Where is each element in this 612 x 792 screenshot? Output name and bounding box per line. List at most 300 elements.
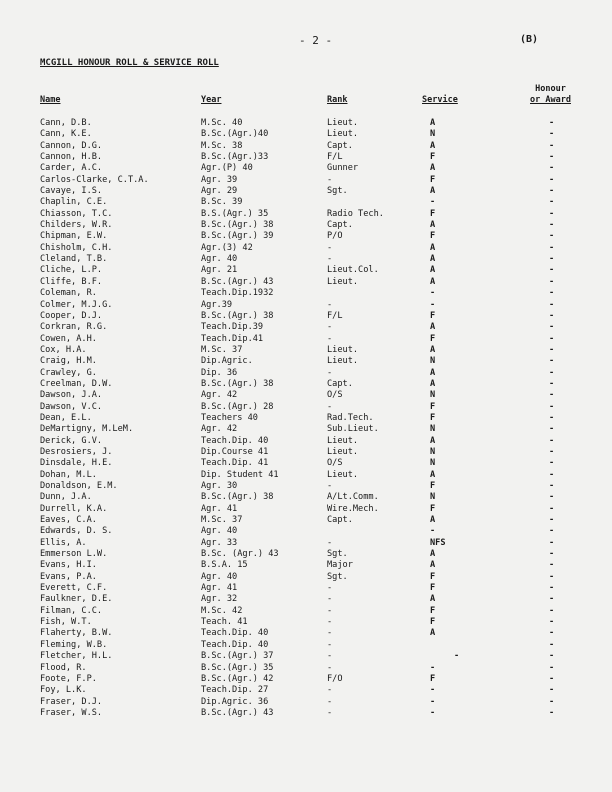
- year-cell: B.Sc.(Agr.) 38: [201, 492, 274, 503]
- honour-cell: -: [549, 129, 555, 140]
- year-cell: B.Sc.(Agr.)33: [201, 152, 269, 163]
- name-cell: Edwards, D. S.: [40, 526, 113, 537]
- table-row: [0, 640, 612, 651]
- service-cell: F: [430, 231, 436, 242]
- honour-cell: -: [549, 707, 555, 718]
- table-row: [0, 288, 612, 299]
- honour-cell: -: [549, 662, 555, 673]
- honour-cell: -: [549, 367, 555, 378]
- table-row: [0, 447, 612, 458]
- honour-cell: -: [549, 118, 555, 128]
- rank-cell: Sgt.: [327, 571, 348, 582]
- honour-cell: -: [549, 515, 555, 526]
- service-cell: A: [430, 186, 436, 197]
- year-cell: Agr. 29: [201, 186, 238, 197]
- name-cell: Cleland, T.B.: [40, 254, 108, 265]
- year-cell: M.Sc. 37: [201, 515, 243, 526]
- service-cell: -: [430, 696, 436, 707]
- service-cell: F: [430, 571, 436, 582]
- table-row: [0, 515, 612, 526]
- table-row: [0, 254, 612, 265]
- page-code: (B): [520, 34, 539, 45]
- name-cell: Dunn, J.A.: [40, 492, 92, 503]
- service-cell: A: [430, 276, 436, 287]
- rank-cell: -: [327, 651, 333, 662]
- name-cell: Foy, L.K.: [40, 685, 87, 696]
- honour-cell: -: [549, 322, 555, 333]
- year-cell: Teach.Dip.39: [201, 322, 264, 333]
- table-row: [0, 379, 612, 390]
- rank-cell: -: [327, 254, 333, 265]
- table-row: [0, 458, 612, 469]
- honour-cell: -: [549, 526, 555, 537]
- table-row: [0, 549, 612, 560]
- year-cell: Agr. 40: [201, 254, 238, 265]
- rank-cell: -: [327, 242, 333, 253]
- name-cell: Cannon, H.B.: [40, 152, 103, 163]
- name-cell: Cann, K.E.: [40, 129, 92, 140]
- rank-cell: -: [327, 617, 333, 628]
- table-row: [0, 538, 612, 549]
- honour-cell: -: [549, 639, 555, 650]
- name-cell: Childers, W.R.: [40, 220, 113, 231]
- rank-cell: Capt.: [327, 378, 353, 389]
- name-cell: Fraser, D.J.: [40, 696, 103, 707]
- rank-cell: Gunner: [327, 163, 359, 174]
- service-cell: A: [430, 628, 436, 639]
- table-row: [0, 436, 612, 447]
- service-cell: -: [430, 288, 436, 299]
- service-cell: F: [430, 310, 436, 321]
- name-cell: Cavaye, I.S.: [40, 186, 103, 197]
- table-row: [0, 628, 612, 639]
- year-cell: Teach.Dip. 40: [201, 435, 269, 446]
- rank-cell: Major: [327, 560, 353, 571]
- year-cell: Agr. 32: [201, 594, 238, 605]
- rank-cell: Lieut.Col.: [327, 265, 379, 276]
- honour-cell: -: [549, 174, 555, 185]
- name-cell: Carlos-Clarke, C.T.A.: [40, 174, 149, 185]
- rank-cell: F/L: [327, 310, 343, 321]
- service-cell: A: [430, 254, 436, 265]
- table-row: [0, 413, 612, 424]
- table-row: [0, 311, 612, 322]
- year-cell: B.Sc.(Agr.) 43: [201, 707, 274, 718]
- honour-cell: -: [549, 310, 555, 321]
- service-cell: A: [430, 344, 436, 355]
- year-cell: B.Sc.(Agr.) 43: [201, 276, 274, 287]
- service-cell: -: [430, 685, 436, 696]
- rank-cell: Radio Tech.: [327, 208, 384, 219]
- year-cell: Dip. 36: [201, 367, 238, 378]
- service-cell: A: [430, 367, 436, 378]
- year-cell: Agr. 39: [201, 174, 238, 185]
- year-cell: B.Sc.(Agr.) 38: [201, 378, 274, 389]
- year-cell: B.Sc.(Agr.) 39: [201, 231, 274, 242]
- name-cell: Flood, R.: [40, 662, 87, 673]
- table-row: [0, 265, 612, 276]
- honour-cell: -: [549, 549, 555, 560]
- year-cell: Agr. 40: [201, 571, 238, 582]
- name-cell: Cannon, D.G.: [40, 140, 103, 151]
- honour-cell: -: [549, 424, 555, 435]
- honour-cell: -: [549, 696, 555, 707]
- rank-cell: -: [327, 481, 333, 491]
- year-cell: Agr. 33: [201, 537, 238, 548]
- rank-cell: A/Lt.Comm.: [327, 492, 379, 503]
- service-cell: -: [430, 662, 436, 673]
- rank-cell: O/S: [327, 390, 343, 401]
- service-cell: F: [430, 605, 436, 616]
- year-cell: B.Sc.(Agr.)40: [201, 129, 269, 140]
- table-row: [0, 300, 612, 311]
- service-cell: -: [430, 299, 436, 310]
- name-cell: Dean, E.L.: [40, 412, 92, 423]
- honour-cell: -: [549, 685, 555, 696]
- table-row: [0, 663, 612, 674]
- name-cell: Evans, H.I.: [40, 560, 97, 571]
- name-cell: Cowen, A.H.: [40, 333, 97, 344]
- name-cell: Cliche, L.P.: [40, 265, 103, 276]
- rank-cell: Lieut.: [327, 344, 359, 355]
- honour-cell: -: [549, 412, 555, 423]
- honour-cell: -: [549, 333, 555, 344]
- rank-cell: -: [327, 299, 333, 310]
- table-row: [0, 481, 612, 492]
- name-cell: Dinsdale, H.E.: [40, 458, 113, 469]
- rank-cell: -: [327, 583, 333, 594]
- service-cell: A: [430, 549, 436, 560]
- table-row: [0, 118, 612, 129]
- service-cell: A: [430, 515, 436, 526]
- table-row: [0, 470, 612, 481]
- rank-cell: O/S: [327, 458, 343, 469]
- service-cell: F: [430, 617, 436, 628]
- honour-cell: -: [549, 401, 555, 412]
- rank-cell: Lieut.: [327, 118, 359, 128]
- service-cell: N: [430, 356, 436, 367]
- page-number: - 2 -: [299, 34, 333, 47]
- year-cell: B.Sc.(Agr.) 37: [201, 651, 274, 662]
- name-cell: Cliffe, B.F.: [40, 276, 103, 287]
- header-year: Year: [201, 95, 222, 105]
- rank-cell: P/O: [327, 231, 343, 242]
- service-cell: A: [430, 322, 436, 333]
- year-cell: B.S.(Agr.) 35: [201, 208, 269, 219]
- service-cell: F: [430, 481, 436, 491]
- service-cell: F: [430, 673, 436, 684]
- name-cell: Chiasson, T.C.: [40, 208, 113, 219]
- rank-cell: -: [327, 685, 333, 696]
- name-cell: Flaherty, B.W.: [40, 628, 113, 639]
- year-cell: Teach.Dip. 40: [201, 639, 269, 650]
- honour-cell: -: [549, 152, 555, 163]
- name-cell: Ellis, A.: [40, 537, 87, 548]
- name-cell: Fleming, W.B.: [40, 639, 108, 650]
- name-cell: Dawson, V.C.: [40, 401, 103, 412]
- rank-cell: Lieut.: [327, 356, 359, 367]
- table-row: [0, 583, 612, 594]
- rank-cell: -: [327, 537, 333, 548]
- table-row: [0, 356, 612, 367]
- honour-cell: -: [549, 163, 555, 174]
- year-cell: Agr. 41: [201, 503, 238, 514]
- honour-cell: -: [549, 254, 555, 265]
- year-cell: Teach.Dip. 41: [201, 458, 269, 469]
- table-row: [0, 492, 612, 503]
- service-cell: F: [430, 401, 436, 412]
- honour-cell: -: [549, 378, 555, 389]
- rank-cell: Rad.Tech.: [327, 412, 374, 423]
- rank-cell: -: [327, 696, 333, 707]
- table-row: [0, 141, 612, 152]
- table-row: [0, 424, 612, 435]
- header-name: Name: [40, 95, 61, 105]
- name-cell: Donaldson, E.M.: [40, 481, 118, 491]
- header-rank: Rank: [327, 95, 348, 105]
- service-cell: N: [430, 458, 436, 469]
- table-row: [0, 526, 612, 537]
- rank-cell: F/O: [327, 673, 343, 684]
- year-cell: Teach.Dip.1932: [201, 288, 274, 299]
- year-cell: Teach. 41: [201, 617, 248, 628]
- honour-cell: -: [549, 299, 555, 310]
- name-cell: Derick, G.V.: [40, 435, 103, 446]
- honour-cell: -: [549, 140, 555, 151]
- name-cell: Cox, H.A.: [40, 344, 87, 355]
- service-cell: -: [430, 707, 436, 718]
- table-row: [0, 186, 612, 197]
- name-cell: Fish, W.T.: [40, 617, 92, 628]
- service-cell: A: [430, 220, 436, 231]
- name-cell: Filman, C.C.: [40, 605, 103, 616]
- table-row: [0, 390, 612, 401]
- name-cell: Cann, D.B.: [40, 118, 92, 128]
- table-row: [0, 697, 612, 708]
- table-row: [0, 572, 612, 583]
- service-extra-cell: -: [454, 651, 460, 662]
- honour-cell: -: [549, 492, 555, 503]
- header-honour: Honour or Award: [530, 84, 571, 105]
- rank-cell: -: [327, 367, 333, 378]
- name-cell: Carder, A.C.: [40, 163, 103, 174]
- service-cell: N: [430, 446, 436, 457]
- honour-cell: -: [549, 344, 555, 355]
- roll-table: [0, 118, 612, 719]
- name-cell: Chaplin, C.E.: [40, 197, 108, 208]
- year-cell: B.S.A. 15: [201, 560, 248, 571]
- table-row: [0, 322, 612, 333]
- year-cell: B.Sc.(Agr.) 38: [201, 310, 274, 321]
- service-cell: -: [430, 197, 436, 208]
- service-cell: -: [430, 526, 436, 537]
- service-cell: F: [430, 208, 436, 219]
- honour-cell: -: [549, 220, 555, 231]
- honour-cell: -: [549, 628, 555, 639]
- rank-cell: Sgt.: [327, 549, 348, 560]
- rank-cell: -: [327, 174, 333, 185]
- name-cell: Coleman, R.: [40, 288, 97, 299]
- service-cell: F: [430, 412, 436, 423]
- service-cell: A: [430, 242, 436, 253]
- name-cell: Corkran, R.G.: [40, 322, 108, 333]
- rank-cell: -: [327, 605, 333, 616]
- year-cell: B.Sc.(Agr.) 38: [201, 220, 274, 231]
- service-cell: A: [430, 118, 436, 128]
- honour-cell: -: [549, 356, 555, 367]
- honour-cell: -: [549, 208, 555, 219]
- honour-cell: -: [549, 583, 555, 594]
- name-cell: Emmerson L.W.: [40, 549, 108, 560]
- table-row: [0, 209, 612, 220]
- honour-cell: -: [549, 503, 555, 514]
- name-cell: Faulkner, D.E.: [40, 594, 113, 605]
- rank-cell: -: [327, 639, 333, 650]
- service-cell: A: [430, 378, 436, 389]
- year-cell: Agr. 30: [201, 481, 238, 491]
- honour-cell: -: [549, 242, 555, 253]
- rank-cell: -: [327, 322, 333, 333]
- honour-cell: -: [549, 276, 555, 287]
- honour-cell: -: [549, 571, 555, 582]
- year-cell: Agr.(P) 40: [201, 163, 253, 174]
- document-title: MCGILL HONOUR ROLL & SERVICE ROLL: [40, 58, 219, 68]
- honour-cell: -: [549, 605, 555, 616]
- service-cell: A: [430, 594, 436, 605]
- rank-cell: -: [327, 707, 333, 718]
- honour-cell: -: [549, 560, 555, 571]
- rank-cell: -: [327, 628, 333, 639]
- name-cell: Foote, F.P.: [40, 673, 97, 684]
- honour-cell: -: [549, 481, 555, 491]
- year-cell: Dip.Agric. 36: [201, 696, 269, 707]
- rank-cell: Sub.Lieut.: [327, 424, 379, 435]
- honour-cell: -: [549, 265, 555, 276]
- rank-cell: Capt.: [327, 220, 353, 231]
- header-service: Service: [422, 95, 458, 105]
- service-cell: F: [430, 503, 436, 514]
- name-cell: Crawley, G.: [40, 367, 97, 378]
- name-cell: Craig, H.M.: [40, 356, 97, 367]
- rank-cell: Lieut.: [327, 276, 359, 287]
- name-cell: Dohan, M.L.: [40, 469, 97, 480]
- service-cell: A: [430, 560, 436, 571]
- name-cell: Cooper, D.J.: [40, 310, 103, 321]
- year-cell: Dip.Course 41: [201, 446, 269, 457]
- table-row: [0, 504, 612, 515]
- year-cell: Agr.39: [201, 299, 233, 310]
- year-cell: M.Sc. 38: [201, 140, 243, 151]
- service-cell: A: [430, 435, 436, 446]
- name-cell: Fletcher, H.L.: [40, 651, 113, 662]
- year-cell: Teach.Dip. 27: [201, 685, 269, 696]
- name-cell: Fraser, W.S.: [40, 707, 103, 718]
- rank-cell: Sgt.: [327, 186, 348, 197]
- honour-cell: -: [549, 458, 555, 469]
- table-row: [0, 651, 612, 662]
- table-row: [0, 708, 612, 719]
- honour-cell: -: [549, 594, 555, 605]
- year-cell: Agr. 42: [201, 424, 238, 435]
- name-cell: Evans, P.A.: [40, 571, 97, 582]
- name-cell: Creelman, D.W.: [40, 378, 113, 389]
- service-cell: F: [430, 152, 436, 163]
- name-cell: Colmer, M.J.G.: [40, 299, 113, 310]
- honour-cell: -: [549, 469, 555, 480]
- table-row: [0, 231, 612, 242]
- year-cell: B.Sc. (Agr.) 43: [201, 549, 279, 560]
- name-cell: Durrell, K.A.: [40, 503, 108, 514]
- honour-cell: -: [549, 390, 555, 401]
- rank-cell: Capt.: [327, 140, 353, 151]
- honour-cell: -: [549, 435, 555, 446]
- table-row: [0, 152, 612, 163]
- rank-cell: Lieut.: [327, 446, 359, 457]
- honour-cell: -: [549, 446, 555, 457]
- table-row: [0, 606, 612, 617]
- year-cell: B.Sc.(Agr.) 42: [201, 673, 274, 684]
- service-cell: N: [430, 129, 436, 140]
- name-cell: Desrosiers, J.: [40, 446, 113, 457]
- year-cell: Teach.Dip. 40: [201, 628, 269, 639]
- honour-cell: -: [549, 186, 555, 197]
- name-cell: Eaves, C.A.: [40, 515, 97, 526]
- year-cell: Agr. 40: [201, 526, 238, 537]
- rank-cell: -: [327, 594, 333, 605]
- year-cell: Dip.Agric.: [201, 356, 253, 367]
- service-cell: F: [430, 333, 436, 344]
- rank-cell: -: [327, 662, 333, 673]
- service-cell: N: [430, 492, 436, 503]
- table-row: [0, 594, 612, 605]
- honour-cell: -: [549, 197, 555, 208]
- service-cell: N: [430, 424, 436, 435]
- table-row: [0, 220, 612, 231]
- rank-cell: Lieut.: [327, 129, 359, 140]
- year-cell: B.Sc.(Agr.) 35: [201, 662, 274, 673]
- year-cell: M.Sc. 40: [201, 118, 243, 128]
- service-cell: F: [430, 174, 436, 185]
- honour-cell: -: [549, 537, 555, 548]
- service-cell: F: [430, 583, 436, 594]
- name-cell: Chisholm, C.H.: [40, 242, 113, 253]
- table-row: [0, 617, 612, 628]
- year-cell: Teachers 40: [201, 412, 258, 423]
- year-cell: M.Sc. 42: [201, 605, 243, 616]
- name-cell: Dawson, J.A.: [40, 390, 103, 401]
- service-cell: NFS: [430, 537, 446, 548]
- name-cell: Everett, C.F.: [40, 583, 108, 594]
- honour-cell: -: [549, 288, 555, 299]
- name-cell: DeMartigny, M.LeM.: [40, 424, 134, 435]
- rank-cell: Capt.: [327, 515, 353, 526]
- rank-cell: Wire.Mech.: [327, 503, 379, 514]
- table-row: [0, 402, 612, 413]
- table-row: [0, 345, 612, 356]
- year-cell: Agr.(3) 42: [201, 242, 253, 253]
- service-cell: A: [430, 469, 436, 480]
- table-row: [0, 129, 612, 140]
- rank-cell: F/L: [327, 152, 343, 163]
- service-cell: A: [430, 140, 436, 151]
- year-cell: Agr. 42: [201, 390, 238, 401]
- year-cell: M.Sc. 37: [201, 344, 243, 355]
- rank-cell: -: [327, 333, 333, 344]
- honour-cell: -: [549, 231, 555, 242]
- table-row: [0, 334, 612, 345]
- honour-cell: -: [549, 673, 555, 684]
- year-cell: B.Sc.(Agr.) 28: [201, 401, 274, 412]
